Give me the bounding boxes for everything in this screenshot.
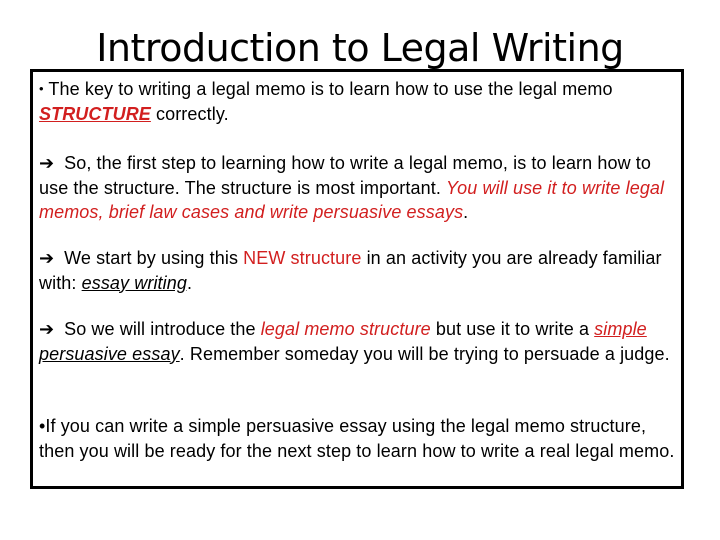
persuasive-essay-emphasis: persuasive essay [39,343,180,364]
paragraph-1-text-b: correctly. [150,103,229,124]
paragraph-2-text-a: So, the first step to learning how to write a legal memo, is to learn how to use the structure. The structure is most important. [39,153,651,198]
bullet-icon: • [39,416,46,436]
new-structure-emphasis: NEW structure [243,248,362,268]
paragraph-2-text-b: . [463,202,469,222]
simple-emphasis: simple [594,319,647,339]
paragraph-3 [39,246,679,295]
bullet-icon: • [39,81,44,96]
paragraph-2 [39,151,679,225]
paragraph-3-text-a: We start by using this [59,248,244,268]
paragraph-4-text-b: but use it to write a [430,319,595,339]
slide-title: Introduction to Legal Writing [96,26,624,70]
arrow-right-icon: ➔ [39,248,55,268]
structure-emphasis: STRUCTURE [39,103,151,124]
arrow-right-icon: ➔ [39,153,55,173]
legal-memo-structure-emphasis: legal memo structure [260,319,431,339]
paragraph-4-text-c: . Remember someday you will be trying to persuade a judge. [179,343,670,364]
paragraph-4-text-a: So we will introduce the [59,319,261,339]
paragraph-3-text-b: in an activity you are already familiar with: [39,248,662,293]
paragraph-4 [39,317,679,366]
paragraph-5-text: If you can write a simple persuasive essay using the legal memo structure, then you will be ready for the next step to learn how to write a real legal memo. [39,416,675,461]
paragraph-1 [39,77,679,126]
paragraph-2-emphasis: You will use it to write legal memos, brief law cases and write persuasive essays [39,177,665,222]
paragraph-3-text-c: . [186,272,193,293]
arrow-right-icon: ➔ [39,319,55,339]
content-box [30,69,684,489]
essay-writing-emphasis: essay writing [81,272,187,293]
paragraph-1-text-a: The key to writing a legal memo is to learn how to use the legal memo [43,79,613,99]
paragraph-5 [39,414,679,463]
